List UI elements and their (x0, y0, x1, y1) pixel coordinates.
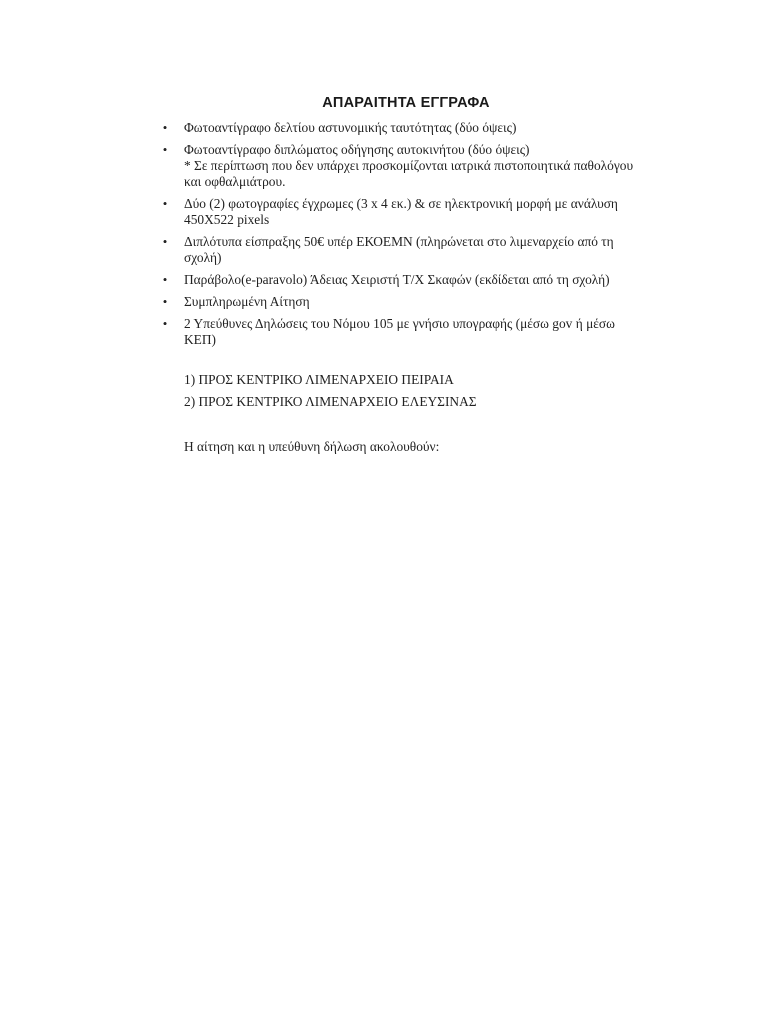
list-item-text: Παράβολο(e-paravolo) Άδειας Χειριστή Τ/Χ Σκαφών (εκδίδεται από τη σχολή) (184, 272, 610, 287)
bullet-icon: • (162, 272, 168, 287)
recipient-line-elefsina: 2) ΠΡΟΣ ΚΕΝΤΡΙΚΟ ΛΙΜΕΝΑΡΧΕΙΟ ΕΛΕΥΣΙΝΑΣ (184, 394, 477, 409)
bullet-icon: • (162, 120, 168, 135)
closing-text: Η αίτηση και η υπεύθυνη δήλωση ακολουθούν: (184, 439, 440, 454)
bullet-icon: • (162, 196, 168, 211)
list-item (160, 234, 650, 266)
bullet-icon: • (162, 142, 168, 157)
list-item-text: 2 Υπεύθυνες Δηλώσεις του Νόμου 105 με γνήσιο υπογραφής (μέσω gov ή μέσω ΚΕΠ) (184, 316, 615, 347)
document-title: ΑΠΑΡΑΙΤΗΤΑ ΕΓΓΡΑΦΑ (322, 95, 490, 111)
list-item-text: Φωτοαντίγραφο διπλώματος οδήγησης αυτοκινήτου (δύο όψεις) (184, 142, 530, 157)
list-item-text: Φωτοαντίγραφο δελτίου αστυνομικής ταυτότητας (δύο όψεις) (184, 120, 517, 135)
list-item-text: Συμπληρωμένη Αίτηση (184, 294, 310, 309)
list-item-text: Δύο (2) φωτογραφίες έγχρωμες (3 x 4 εκ.) & σε ηλεκτρονική μορφή με ανάλυση 450X522 pixels (184, 196, 618, 227)
list-item (160, 120, 650, 136)
list-item (160, 316, 650, 348)
list-item (160, 142, 650, 190)
bullet-icon: • (162, 234, 168, 249)
required-documents-list (160, 120, 650, 354)
bullet-icon: • (162, 316, 168, 331)
list-item (160, 294, 650, 310)
list-item-text: Διπλότυπα είσπραξης 50€ υπέρ ΕΚΟΕΜΝ (πληρώνεται στο λιμεναρχείο από τη σχολή) (184, 234, 614, 265)
recipient-lines (184, 372, 654, 416)
list-item (160, 272, 650, 288)
list-item (160, 196, 650, 228)
bullet-icon: • (162, 294, 168, 309)
list-item-note: * Σε περίπτωση που δεν υπάρχει προσκομίζονται ιατρικά πιστοποιητικά παθολόγου και οφθαλμιάτρου. (184, 158, 634, 189)
recipient-line-piraeus: 1) ΠΡΟΣ ΚΕΝΤΡΙΚΟ ΛΙΜΕΝΑΡΧΕΙΟ ΠΕΙΡΑΙΑ (184, 372, 454, 387)
